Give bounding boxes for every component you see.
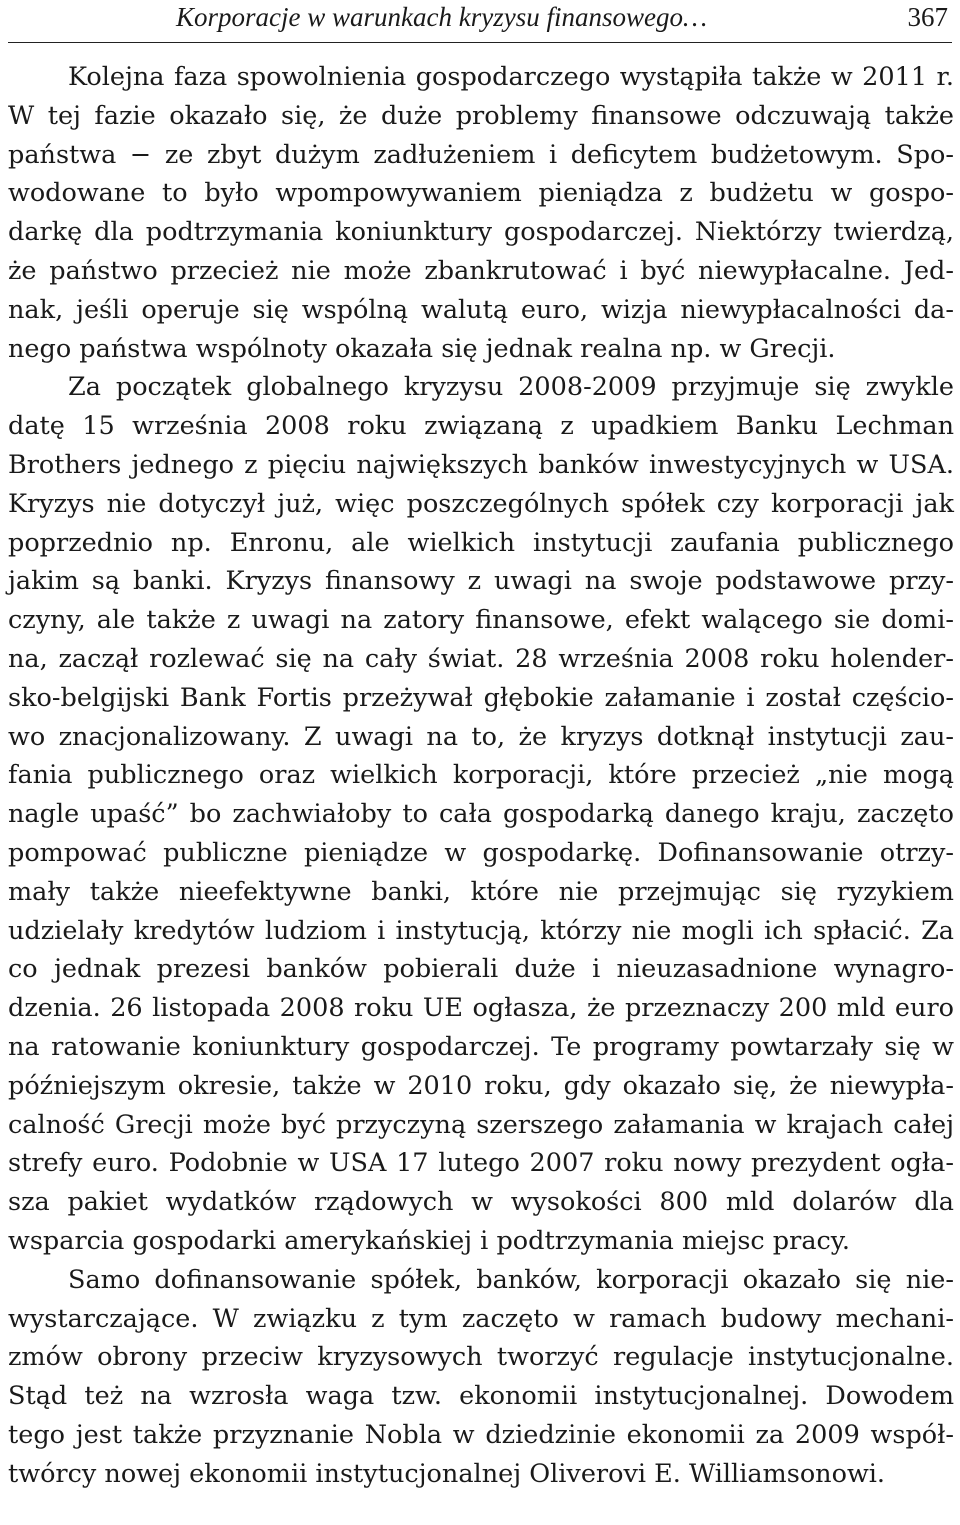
text-line: nego państwa wspólnoty okazała się jednak realna np. w Grecji. xyxy=(8,333,836,364)
text-line: sko-belgijski Bank Fortis przeżywał głębokie załamanie i został częścio- xyxy=(8,682,954,713)
text-line: na, zaczął rozlewać się na cały świat. 28 września 2008 roku holender- xyxy=(8,643,954,674)
text-line: późniejszym okresie, także w 2010 roku, gdy okazało się, że niewypła- xyxy=(8,1070,954,1101)
text-line: Kolejna faza spowolnienia gospodarczego wystąpiła także w 2011 r. xyxy=(68,62,954,92)
text-line: nagle upaść” bo zachwiałoby to cała gospodarką danego kraju, zaczęto xyxy=(8,799,954,830)
text-line: dzenia. 26 listopada 2008 roku UE ogłasza, że przeznaczy 200 mld euro xyxy=(8,993,954,1024)
body-text xyxy=(8,58,954,1493)
text-line: sza pakiet wydatków rządowych w wysokości 800 mld dolarów dla xyxy=(8,1187,954,1218)
text-line: Za początek globalnego kryzysu 2008-2009 przyjmuje się zwykle xyxy=(68,372,954,403)
text-line: wo znacjonalizowany. Z uwagi na to, że kryzys dotknął instytucji zau- xyxy=(8,721,954,752)
text-line: Kryzys nie dotyczył już, więc poszczególnych spółek czy korporacji jak xyxy=(8,488,954,519)
text-line: fania publicznego oraz wielkich korporacji, które przecież „nie mogą xyxy=(8,760,954,791)
text-line: co jednak prezesi banków pobierali duże i nieuzasadnione wynagro- xyxy=(8,954,954,985)
text-line: twórcy nowej ekonomii instytucjonalnej Oliverovi E. Williamsonowi. xyxy=(8,1458,886,1489)
text-line: nak, jeśli operuje się wspólną walutą euro, wizja niewypłacalności da- xyxy=(8,294,954,325)
text-line: W tej fazie okazało się, że duże problemy finansowe odczuwają także xyxy=(8,100,954,131)
running-title: Korporacje w warunkach kryzysu finansowego… xyxy=(176,2,707,32)
text-line: Stąd też na wzrosła waga tzw. ekonomii instytucjonalnej. Dowodem xyxy=(8,1381,954,1412)
text-line: Samo dofinansowanie spółek, banków, korporacji okazało się nie- xyxy=(68,1264,954,1295)
text-line: datę 15 września 2008 roku związaną z upadkiem Banku Lechman xyxy=(8,411,954,442)
text-line: jakim są banki. Kryzys finansowy z uwagi na swoje podstawowe przy- xyxy=(8,566,954,597)
text-line: udzielały kredytów ludziom i instytucją, którzy nie mogli ich spłacić. Za xyxy=(8,915,954,946)
text-line: Brothers jednego z pięciu największych banków inwestycyjnych w USA. xyxy=(8,449,954,480)
text-line: calność Grecji może być przyczyną szerszego załamania w krajach całej xyxy=(8,1109,954,1140)
text-line: wystarczające. W związku z tym zaczęto w ramach budowy mechani- xyxy=(8,1303,954,1334)
text-line: zmów obrony przeciw kryzysowych tworzyć regulacje instytucjonalne. xyxy=(8,1342,954,1373)
text-line: wodowane to było wpompowywaniem pieniądza z budżetu w gospo- xyxy=(8,178,954,209)
text-line: że państwo przecież nie może zbankrutować i być niewypłacalne. Jed- xyxy=(8,255,954,286)
text-line: mały także nieefektywne banki, które nie przejmując się ryzykiem xyxy=(8,876,954,907)
text-line: strefy euro. Podobnie w USA 17 lutego 2007 roku nowy prezydent ogła- xyxy=(8,1148,954,1179)
page-number: 367 xyxy=(907,2,948,32)
text-line: pompować publiczne pieniądze w gospodarkę. Dofinansowanie otrzy- xyxy=(8,837,954,868)
text-line: poprzednio np. Enronu, ale wielkich instytucji zaufania publicznego xyxy=(8,527,954,558)
text-line: wsparcia gospodarki amerykańskiej i podtrzymania miejsc pracy. xyxy=(8,1225,850,1256)
text-line: państwa − ze zbyt dużym zadłużeniem i deficytem budżetowym. Spo- xyxy=(8,139,954,170)
text-line: tego jest także przyznanie Nobla w dziedzinie ekonomii za 2009 współ- xyxy=(8,1419,954,1450)
running-header xyxy=(8,0,952,43)
text-line: czyny, ale także z uwagi na zatory finansowe, efekt walącego sie domi- xyxy=(8,605,954,636)
text-line: darkę dla podtrzymania koniunktury gospodarczej. Niektórzy twierdzą, xyxy=(8,217,954,248)
text-line: na ratowanie koniunktury gospodarczej. Te programy powtarzały się w xyxy=(8,1031,954,1062)
